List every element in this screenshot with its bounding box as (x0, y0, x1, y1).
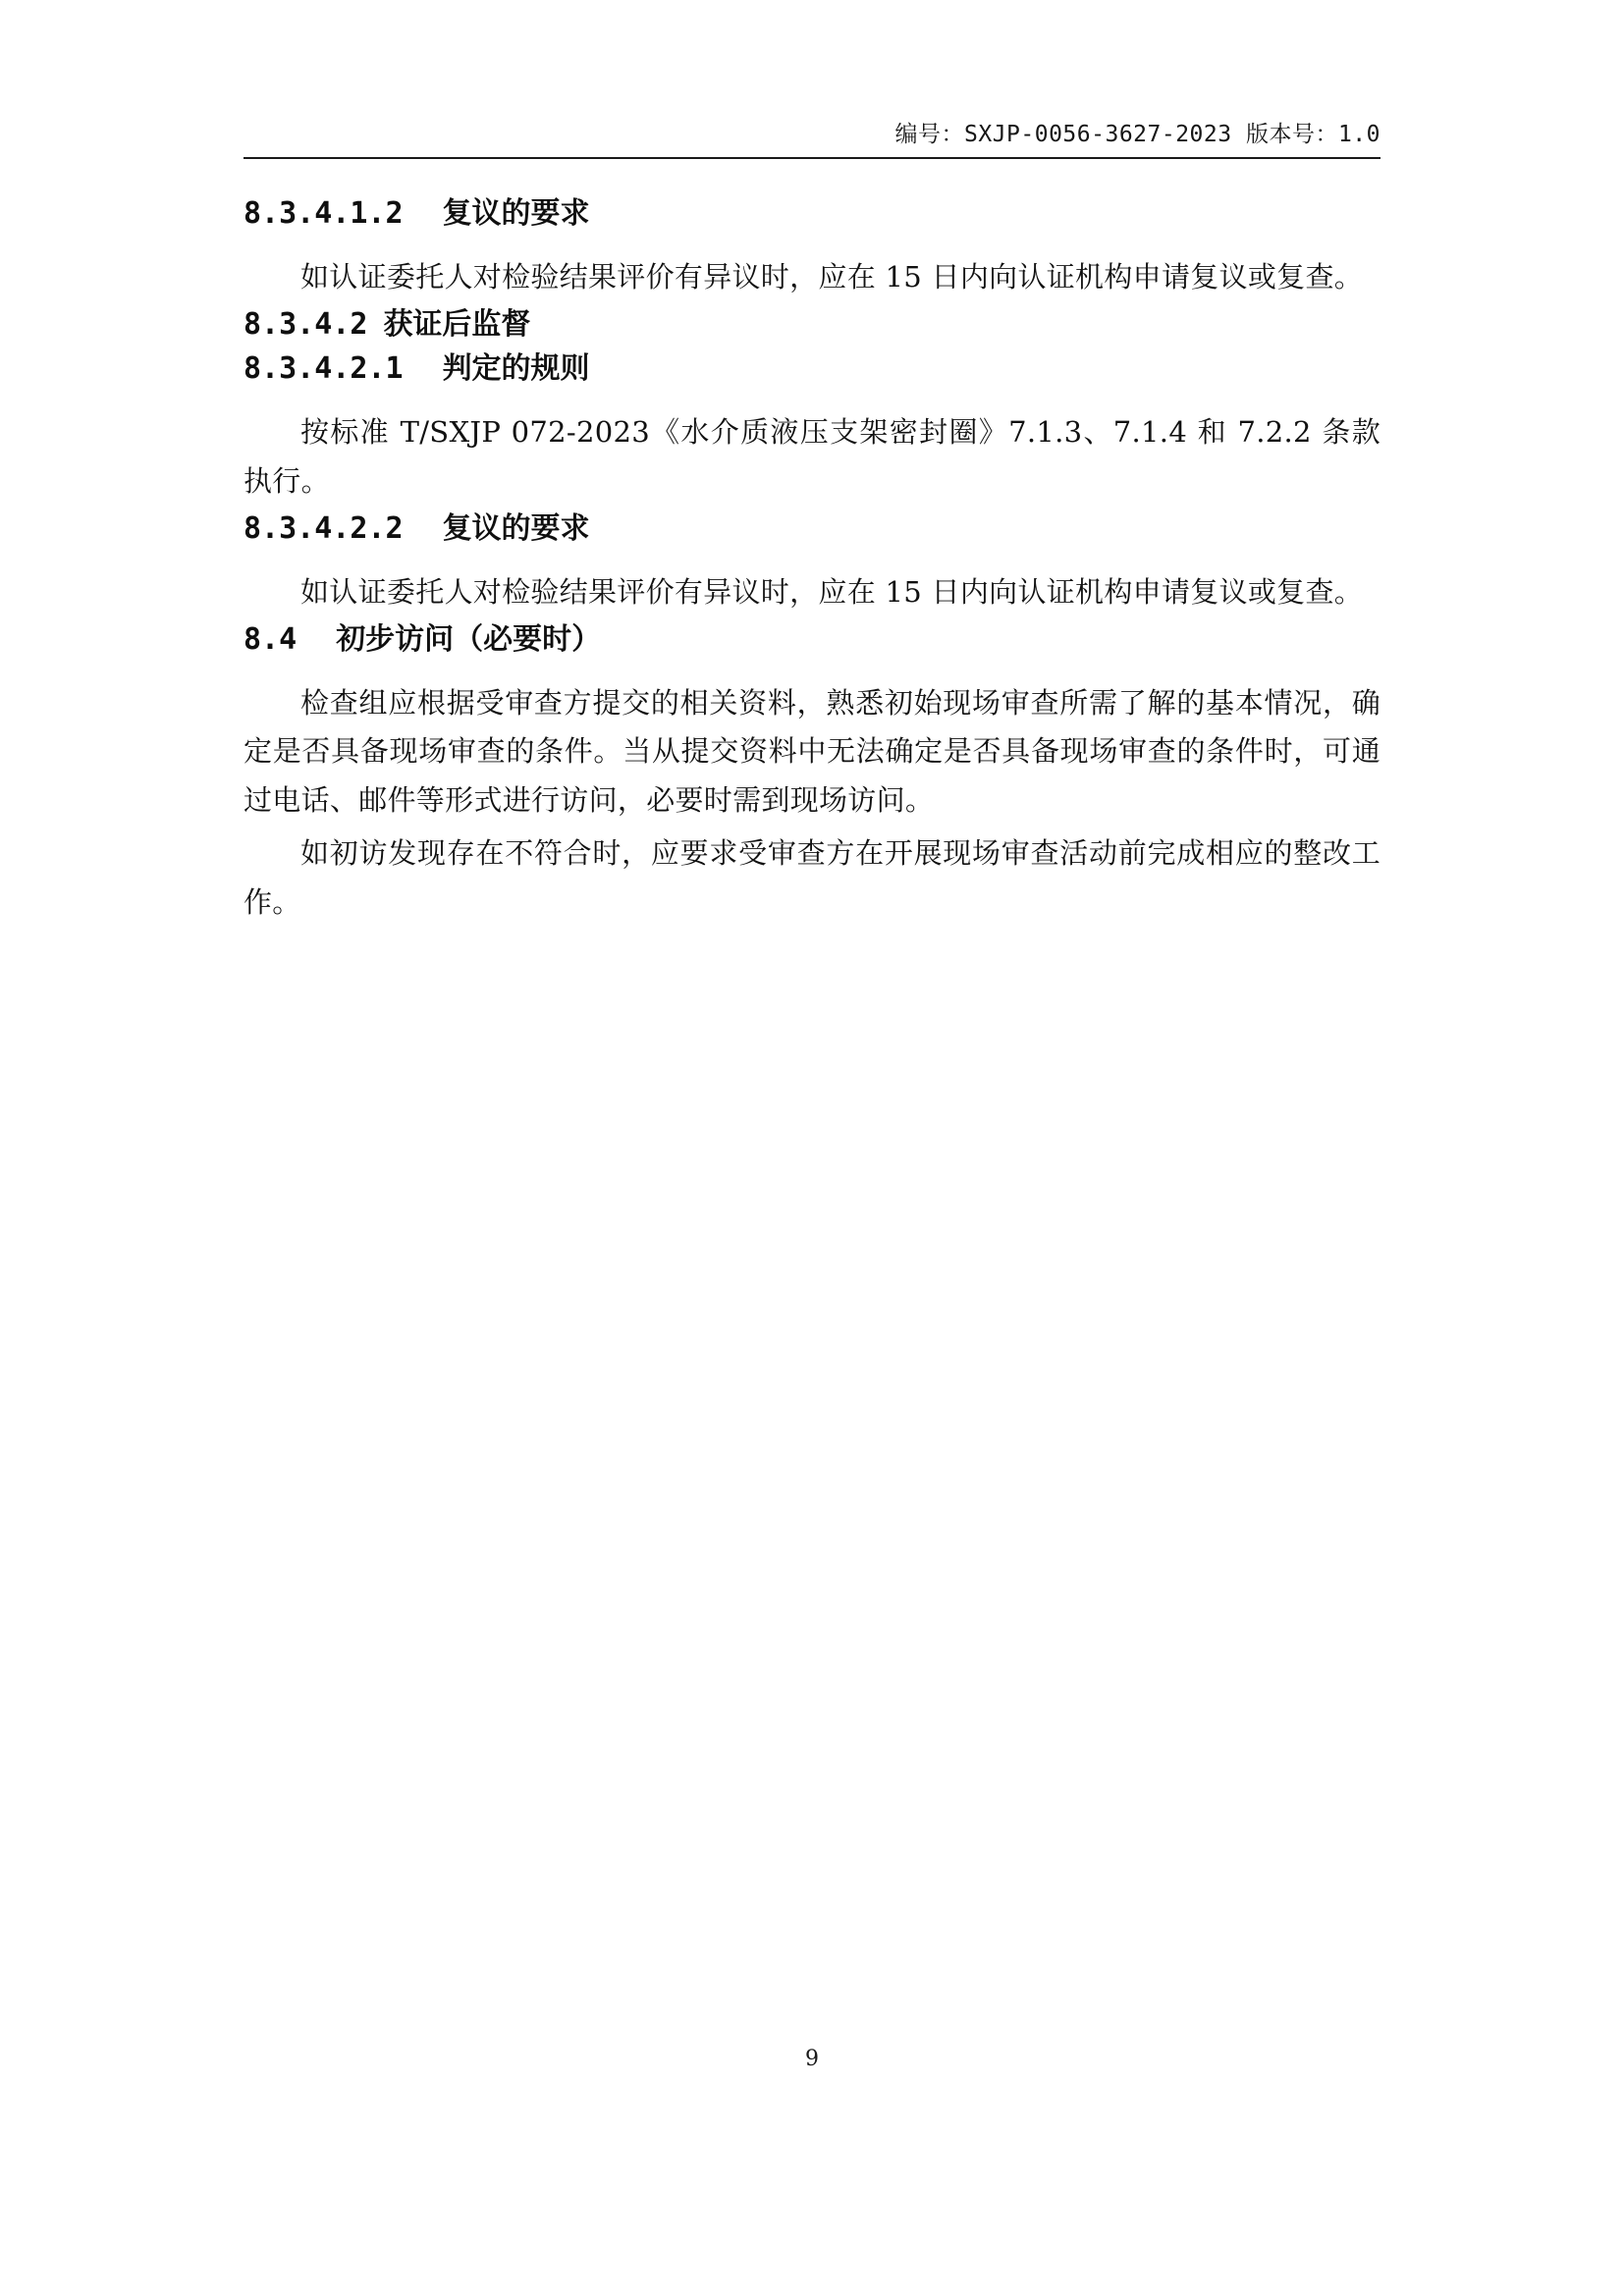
page-header (244, 116, 1380, 155)
section-heading-8-3-4-1-2 (244, 191, 1380, 236)
paragraph-8-3-4-1-2-1: 如认证委托人对检验结果评价有异议时，应在 15 日内向认证机构申请复议或复查。 (300, 260, 1364, 294)
section-number: 8.3.4.2.1 (244, 350, 404, 386)
paragraph-8-3-4-2-2-1: 如认证委托人对检验结果评价有异议时，应在 15 日内向认证机构申请复议或复查。 (300, 574, 1364, 609)
paragraph-8-4-2: 如初访发现存在不符合时，应要求受审查方在开展现场审查活动前完成相应的整改工作。 (244, 836, 1380, 919)
section-number: 8.4 (244, 621, 298, 657)
section-title: 判定的规则 (442, 350, 590, 386)
section-number: 8.3.4.2 (244, 306, 368, 342)
section-title: 初步访问（必要时） (336, 621, 602, 657)
section-title: 获证后监督 (383, 306, 531, 342)
section-heading-8-3-4-2-2 (244, 507, 1380, 551)
section-heading-8-3-4-2-1 (244, 347, 1380, 391)
header-divider (244, 157, 1380, 159)
page-number: 9 (805, 2047, 819, 2071)
paragraph-8-3-4-2-1-1: 按标准 T/SXJP 072-2023《水介质液压支架密封圈》7.1.3、7.1.4 和 7.2.2 条款执行。 (244, 414, 1380, 498)
section-title: 复议的要求 (442, 196, 590, 231)
section-number: 8.3.4.1.2 (244, 196, 404, 231)
document-body (244, 191, 1380, 928)
section-number: 8.3.4.2.2 (244, 510, 404, 546)
page-footer (0, 2047, 1624, 2071)
header-doc-code: 编号：SXJP-0056-3627-2023 版本号：1.0 (894, 122, 1380, 147)
section-heading-8-4 (244, 617, 1380, 662)
paragraph-8-4-1: 检查组应根据受审查方提交的相关资料，熟悉初始现场审查所需了解的基本情况，确定是否具备现场审查的条件。当从提交资料中无法确定是否具备现场审查的条件时，可通过电话、邮件等形式进行访问，必要时需到现场访问。 (244, 685, 1380, 818)
section-heading-8-3-4-2 (244, 302, 1380, 347)
section-title: 复议的要求 (442, 510, 590, 546)
